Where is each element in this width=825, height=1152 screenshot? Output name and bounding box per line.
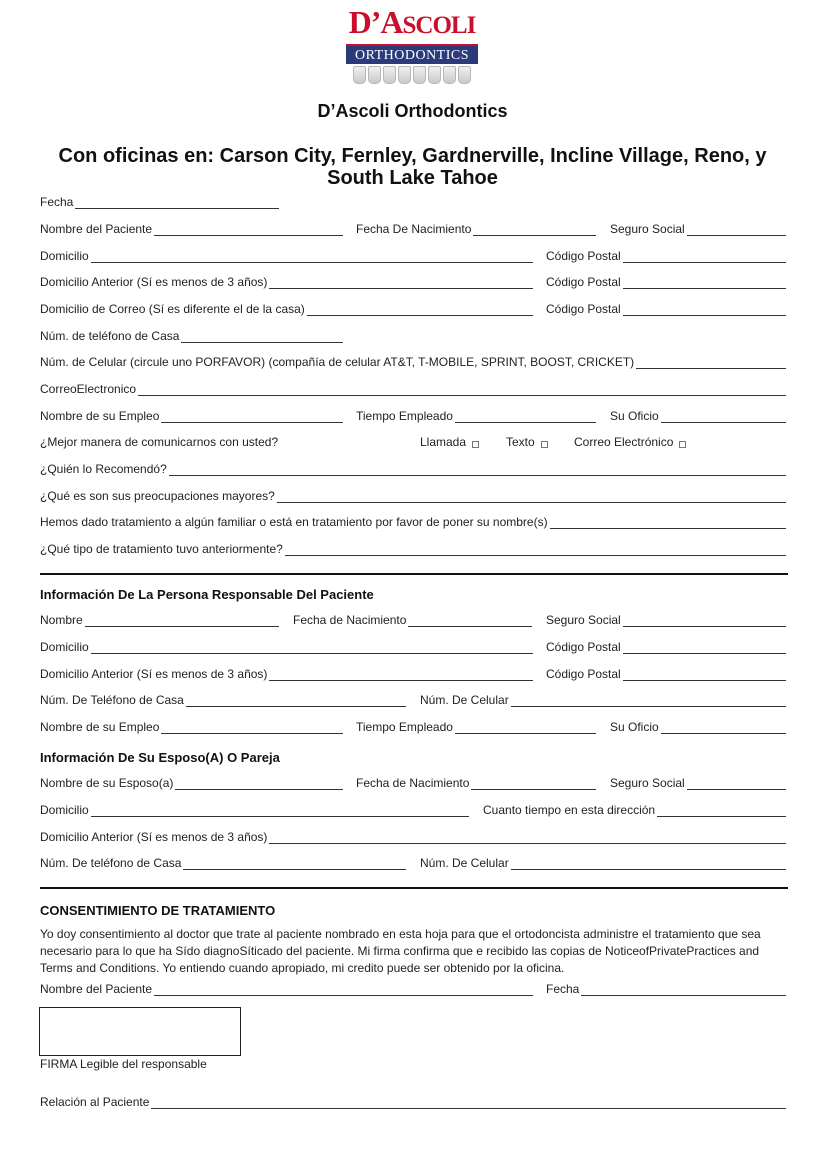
- row-resp-empleo: [40, 718, 786, 736]
- row-domicilio-anterior: [40, 273, 786, 291]
- responsable-heading: Información De La Persona Responsable Del Paciente: [40, 587, 374, 602]
- esposo-heading: Información De Su Esposo(A) O Pareja: [40, 750, 280, 765]
- resp-nombre-field[interactable]: [40, 611, 279, 627]
- resp-celular-label: Núm. De Celular: [420, 693, 509, 707]
- page-subtitle: Con oficinas en: Carson City, Fernley, Gardnerville, Incline Village, Reno, y South Lake Tahoe: [58, 145, 767, 189]
- codigo-postal-label: Código Postal: [546, 249, 621, 263]
- resp-codigo-postal-2-field[interactable]: [546, 665, 786, 681]
- row-recomendo: [40, 460, 786, 478]
- row-correo: [40, 380, 786, 398]
- domicilio-correo-line[interactable]: [307, 302, 533, 316]
- consent-nombre-paciente-line[interactable]: [154, 982, 533, 996]
- row-esposo-telefono: [40, 854, 786, 872]
- celular-field[interactable]: [40, 353, 786, 369]
- telefono-casa-field[interactable]: [40, 327, 343, 343]
- consent-nombre-paciente-label: Nombre del Paciente: [40, 982, 153, 996]
- preocupaciones-label: ¿Qué es son sus preocupaciones mayores?: [40, 489, 275, 503]
- resp-empleo-field[interactable]: [40, 718, 343, 734]
- codigo-postal-2-field[interactable]: [546, 273, 786, 289]
- fecha-line[interactable]: [75, 195, 279, 209]
- row-resp-telefono: [40, 691, 786, 709]
- divider: [40, 573, 788, 575]
- row-nombre-paciente: [40, 220, 786, 238]
- row-telefono-casa: [40, 327, 786, 345]
- domicilio-line[interactable]: [91, 249, 533, 263]
- telefono-casa-line[interactable]: [181, 329, 343, 343]
- domicilio-anterior-label: Domicilio Anterior (Sí es menos de 3 años): [40, 275, 268, 289]
- row-preocupaciones: [40, 487, 786, 505]
- domicilio-anterior-line[interactable]: [269, 275, 533, 289]
- resp-nombre-line[interactable]: [85, 613, 279, 627]
- preocupaciones-line[interactable]: [277, 489, 786, 503]
- llamada-checkbox[interactable]: [472, 441, 479, 448]
- relacion-line[interactable]: [151, 1095, 786, 1109]
- comunicarnos-field: [40, 433, 278, 449]
- tratamiento-anterior-line[interactable]: [285, 542, 786, 556]
- esposo-seguro-social-field[interactable]: [610, 774, 786, 790]
- esposo-seguro-social-label: Seguro Social: [610, 776, 685, 790]
- codigo-postal-label: Código Postal: [546, 275, 621, 289]
- resp-domicilio-anterior-field[interactable]: [40, 665, 533, 681]
- resp-oficio-field[interactable]: [610, 718, 786, 734]
- row-esposo-nombre: [40, 774, 786, 792]
- resp-telefono-casa-line[interactable]: [186, 693, 406, 707]
- consentimiento-heading: CONSENTIMIENTO DE TRATAMIENTO: [40, 903, 276, 918]
- resp-codigo-postal-field[interactable]: [546, 638, 786, 654]
- resp-seguro-social-label: Seguro Social: [546, 613, 621, 627]
- resp-codigo-postal-line[interactable]: [623, 640, 786, 654]
- consent-nombre-paciente-field[interactable]: [40, 980, 533, 996]
- esposo-tiempo-direccion-line[interactable]: [657, 803, 786, 817]
- esposo-domicilio-line[interactable]: [91, 803, 469, 817]
- resp-empleo-label: Nombre de su Empleo: [40, 720, 160, 734]
- domicilio-correo-field[interactable]: [40, 300, 533, 316]
- row-resp-domicilio-anterior: [40, 665, 786, 683]
- esposo-telefono-casa-label: Núm. De teléfono de Casa: [40, 856, 182, 870]
- row-relacion: [40, 1093, 786, 1111]
- row-fecha: [40, 193, 786, 211]
- consent-fecha-field[interactable]: [546, 980, 786, 996]
- resp-domicilio-label: Domicilio: [40, 640, 89, 654]
- logo-band: ORTHODONTICS: [346, 44, 478, 64]
- consent-fecha-label: Fecha: [546, 982, 580, 996]
- correo-electronico-checkbox[interactable]: [679, 441, 686, 448]
- codigo-postal-label: Código Postal: [546, 302, 621, 316]
- row-consent-nombre: [40, 980, 786, 998]
- domicilio-field[interactable]: [40, 247, 533, 263]
- familiar-label: Hemos dado tratamiento a algún familiar o está en tratamiento por favor de poner su nombre(s): [40, 515, 548, 529]
- correo-field[interactable]: [40, 380, 786, 396]
- oficio-label: Su Oficio: [610, 409, 659, 423]
- esposo-telefono-casa-line[interactable]: [183, 856, 406, 870]
- texto-label: Texto: [506, 435, 535, 449]
- esposo-celular-field[interactable]: [420, 854, 786, 870]
- correo-electronico-option[interactable]: [574, 433, 686, 449]
- resp-telefono-casa-label: Núm. De Teléfono de Casa: [40, 693, 184, 707]
- divider: [40, 887, 788, 889]
- resp-codigo-postal-line[interactable]: [623, 667, 786, 681]
- esposo-celular-line[interactable]: [511, 856, 786, 870]
- resp-domicilio-anterior-label: Domicilio Anterior (Sí es menos de 3 años): [40, 667, 268, 681]
- fecha-field[interactable]: [40, 193, 279, 209]
- resp-fecha-nacimiento-label: Fecha de Nacimiento: [293, 613, 407, 627]
- signature-box[interactable]: [39, 1007, 241, 1056]
- oficio-line[interactable]: [661, 409, 786, 423]
- recomendo-label: ¿Quién lo Recomendó?: [40, 462, 167, 476]
- texto-checkbox[interactable]: [541, 441, 548, 448]
- teeth-icon: [346, 66, 478, 84]
- resp-telefono-casa-field[interactable]: [40, 691, 406, 707]
- page-title: D’Ascoli Orthodontics: [317, 101, 508, 121]
- consentimiento-text: Yo doy consentimiento al doctor que trate al paciente nombrado en esta hoja para que el ortodoncista administre el tratamiento que sea necesario para lo que ha Sído diagnoSíticado del paciente. Mi firma confirma que e recibido las copias de NoticeofPrivatePractices and Terms and Conditions. Yo entiendo cuando apropiado, mi credito puede ser obtenido por la oficina.: [40, 927, 761, 975]
- resp-celular-field[interactable]: [420, 691, 786, 707]
- resp-tiempo-field[interactable]: [356, 718, 596, 734]
- seguro-social-field[interactable]: [610, 220, 786, 236]
- fecha-nacimiento-label: Fecha De Nacimiento: [356, 222, 472, 236]
- fecha-nacimiento-field[interactable]: [356, 220, 596, 236]
- esposo-tiempo-direccion-field[interactable]: [483, 801, 786, 817]
- codigo-postal-line[interactable]: [623, 302, 786, 316]
- row-comunicarnos: [40, 433, 786, 451]
- row-esposo-domicilio: [40, 801, 786, 819]
- relacion-field[interactable]: [40, 1093, 786, 1109]
- resp-tiempo-line[interactable]: [455, 720, 596, 734]
- row-empleo: [40, 407, 786, 425]
- esposo-celular-label: Núm. De Celular: [420, 856, 509, 870]
- consent-fecha-line[interactable]: [581, 982, 786, 996]
- nombre-paciente-label: Nombre del Paciente: [40, 222, 153, 236]
- resp-codigo-postal-label: Código Postal: [546, 667, 621, 681]
- tiempo-line[interactable]: [455, 409, 596, 423]
- correo-electronico-label: Correo Electrónico: [574, 435, 674, 449]
- resp-domicilio-anterior-line[interactable]: [269, 667, 533, 681]
- codigo-postal-line[interactable]: [623, 275, 786, 289]
- relacion-label: Relación al Paciente: [40, 1095, 150, 1109]
- row-domicilio-correo: [40, 300, 786, 318]
- resp-celular-line[interactable]: [511, 693, 786, 707]
- comunicarnos-label: ¿Mejor manera de comunicarnos con usted?: [40, 435, 279, 449]
- resp-domicilio-line[interactable]: [91, 640, 533, 654]
- preocupaciones-field[interactable]: [40, 487, 786, 503]
- esposo-nombre-line[interactable]: [175, 776, 343, 790]
- codigo-postal-field[interactable]: [546, 247, 786, 263]
- resp-tiempo-label: Tiempo Empleado: [356, 720, 453, 734]
- row-celular: [40, 353, 786, 371]
- resp-empleo-line[interactable]: [161, 720, 343, 734]
- llamada-label: Llamada: [420, 435, 467, 449]
- resp-oficio-line[interactable]: [661, 720, 786, 734]
- tiempo-field[interactable]: [356, 407, 596, 423]
- esposo-fecha-nacimiento-field[interactable]: [356, 774, 596, 790]
- esposo-fecha-nacimiento-line[interactable]: [471, 776, 596, 790]
- resp-codigo-postal-label: Código Postal: [546, 640, 621, 654]
- recomendo-field[interactable]: [40, 460, 786, 476]
- seguro-social-label: Seguro Social: [610, 222, 685, 236]
- resp-fecha-nacimiento-line[interactable]: [408, 613, 532, 627]
- row-esposo-domicilio-anterior: [40, 828, 786, 846]
- tiempo-label: Tiempo Empleado: [356, 409, 453, 423]
- resp-domicilio-field[interactable]: [40, 638, 533, 654]
- esposo-domicilio-label: Domicilio: [40, 803, 89, 817]
- familiar-line[interactable]: [550, 515, 786, 529]
- familiar-field[interactable]: [40, 513, 786, 529]
- nombre-paciente-field[interactable]: [40, 220, 343, 236]
- esposo-domicilio-field[interactable]: [40, 801, 469, 817]
- resp-seguro-social-field[interactable]: [546, 611, 786, 627]
- dascoli-logo: [346, 4, 478, 84]
- codigo-postal-line[interactable]: [623, 249, 786, 263]
- esposo-domicilio-anterior-label: Domicilio Anterior (Sí es menos de 3 años): [40, 830, 268, 844]
- resp-nombre-label: Nombre: [40, 613, 83, 627]
- row-tratamiento-anterior: [40, 540, 786, 558]
- empleo-label: Nombre de su Empleo: [40, 409, 160, 423]
- firma-label: FIRMA Legible del responsable: [40, 1057, 207, 1071]
- resp-oficio-label: Su Oficio: [610, 720, 659, 734]
- telefono-casa-label: Núm. de teléfono de Casa: [40, 329, 180, 343]
- fecha-nacimiento-line[interactable]: [473, 222, 596, 236]
- seguro-social-line[interactable]: [687, 222, 786, 236]
- logo-wordmark: D’ASCOLI: [348, 4, 476, 40]
- domicilio-anterior-field[interactable]: [40, 273, 533, 289]
- empleo-field[interactable]: [40, 407, 343, 423]
- celular-label: Núm. de Celular (circule uno PORFAVOR) (compañía de celular AT&T, T-MOBILE, SPRINT, BOOST, CRICKET): [40, 355, 635, 369]
- row-resp-nombre: [40, 611, 786, 629]
- esposo-domicilio-anterior-field[interactable]: [40, 828, 786, 844]
- row-resp-domicilio: [40, 638, 786, 656]
- nombre-paciente-line[interactable]: [154, 222, 343, 236]
- esposo-nombre-label: Nombre de su Esposo(a): [40, 776, 174, 790]
- resp-fecha-nacimiento-field[interactable]: [293, 611, 532, 627]
- tratamiento-anterior-field[interactable]: [40, 540, 786, 556]
- codigo-postal-3-field[interactable]: [546, 300, 786, 316]
- texto-option[interactable]: [506, 433, 548, 449]
- row-domicilio: [40, 247, 786, 265]
- empleo-line[interactable]: [161, 409, 343, 423]
- tratamiento-anterior-label: ¿Qué tipo de tratamiento tuvo anteriormente?: [40, 542, 283, 556]
- llamada-option[interactable]: [420, 433, 479, 449]
- oficio-field[interactable]: [610, 407, 786, 423]
- correo-line[interactable]: [138, 382, 786, 396]
- esposo-tiempo-direccion-label: Cuanto tiempo en esta dirección: [483, 803, 656, 817]
- recomendo-line[interactable]: [169, 462, 786, 476]
- resp-seguro-social-line[interactable]: [623, 613, 786, 627]
- esposo-seguro-social-line[interactable]: [687, 776, 786, 790]
- domicilio-correo-label: Domicilio de Correo (Sí es diferente el de la casa): [40, 302, 305, 316]
- esposo-domicilio-anterior-line[interactable]: [269, 830, 786, 844]
- row-familiar: [40, 513, 786, 531]
- esposo-telefono-casa-field[interactable]: [40, 854, 406, 870]
- esposo-nombre-field[interactable]: [40, 774, 343, 790]
- esposo-fecha-nacimiento-label: Fecha de Nacimiento: [356, 776, 470, 790]
- domicilio-label: Domicilio: [40, 249, 89, 263]
- fecha-label: Fecha: [40, 195, 74, 209]
- celular-line[interactable]: [636, 355, 786, 369]
- correo-label: CorreoElectronico: [40, 382, 137, 396]
